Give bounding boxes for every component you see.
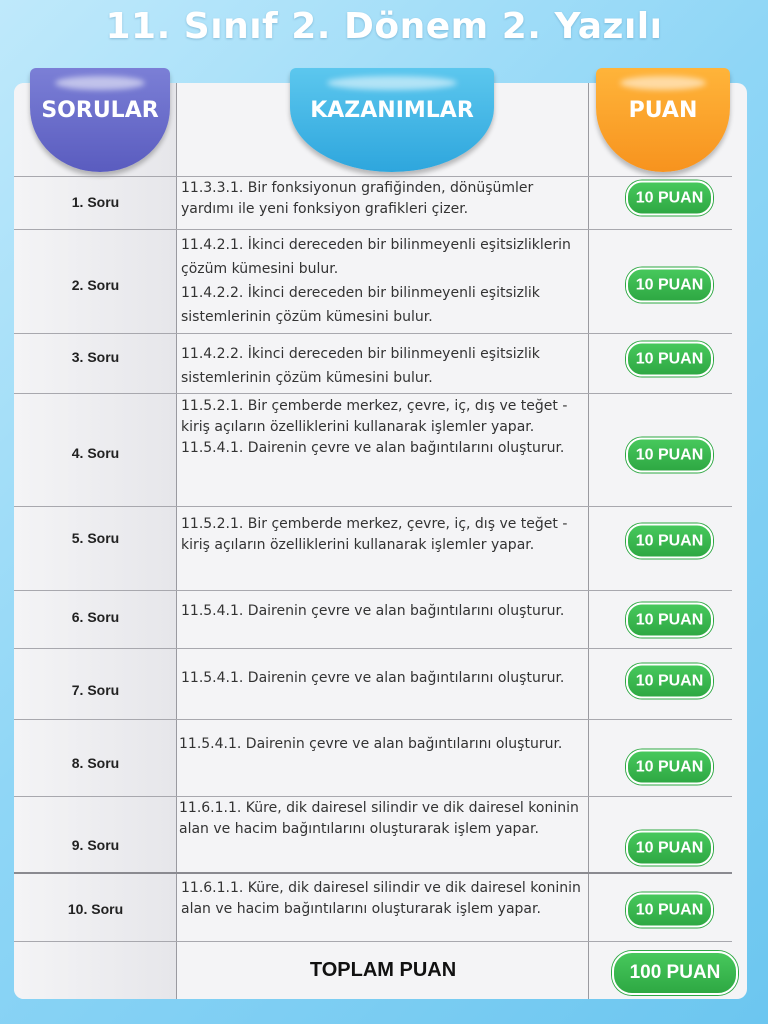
page-title: 11. Sınıf 2. Dönem 2. Yazılı [105,6,663,47]
points-badge: 10 PUAN [626,603,713,638]
row-divider [14,393,732,394]
row-divider [14,229,732,230]
row-divider [14,719,732,720]
points-badge: 10 PUAN [626,831,713,866]
total-label: TOPLAM PUAN [309,959,457,981]
question-label: 6. Soru [71,609,120,625]
outcome-text: 11.5.2.1. Bir çemberde merkez, çevre, iç, dış ve teğet - kiriş açıların özelliklerini kullanarak işlemler yapar. [181,516,568,553]
points-badge: 10 PUAN [626,893,713,928]
question-label: 8. Soru [71,755,120,771]
row-divider [14,590,732,591]
row-divider [14,872,732,874]
header-sorular: SORULAR [30,68,170,172]
row-divider [14,176,732,177]
question-label: 2. Soru [71,277,120,293]
row-divider [14,333,732,334]
question-label: 7. Soru [71,682,120,698]
question-label: 4. Soru [71,445,120,461]
row-divider [14,796,732,797]
question-label: 10. Soru [67,901,124,917]
total-points-badge: 100 PUAN [612,951,738,995]
row-divider [14,941,732,942]
question-label: 5. Soru [71,530,120,546]
points-badge: 10 PUAN [626,750,713,785]
header-kazanimlar: KAZANIMLAR [290,68,494,172]
points-badge: 10 PUAN [626,342,713,377]
points-badge: 10 PUAN [626,438,713,473]
question-label: 3. Soru [71,349,120,365]
outcome-text: 11.6.1.1. Küre, dik dairesel silindir ve dik dairesel koninin alan ve hacim bağıntılarını oluşturarak işlem yapar. [181,880,581,917]
outcome-text: 11.5.4.1. Dairenin çevre ve alan bağıntılarını oluşturur. [181,603,565,619]
divider-vertical-2 [588,83,589,999]
outcome-text: 11.5.4.1. Dairenin çevre ve alan bağıntılarını oluşturur. [179,736,563,752]
outcome-text: 11.5.2.1. Bir çemberde merkez, çevre, iç, dış ve teğet - kiriş açıların özelliklerini kullanarak işlemler yapar. 11.5.4.1. Dairenin çevre ve alan bağıntılarını oluşturur. [181,398,568,456]
question-label: 9. Soru [71,837,120,853]
outcome-text: 11.4.2.1. İkinci dereceden bir bilinmeyenli eşitsizliklerin çözüm kümesini bulur. 11.4.2.2. İkinci dereceden bir bilinmeyenli eşitsizlik sistemlerinin çözüm kümesini bulur. [181,237,571,325]
points-badge: 10 PUAN [626,524,713,559]
header-puan: PUAN [596,68,730,172]
points-badge: 10 PUAN [626,664,713,699]
row-divider [14,648,732,649]
outcome-text: 11.6.1.1. Küre, dik dairesel silindir ve dik dairesel koninin alan ve hacim bağıntılarını oluşturarak işlem yapar. [179,800,579,837]
question-label: 1. Soru [71,194,120,210]
outcome-text: 11.3.3.1. Bir fonksiyonun grafiğinden, dönüşümler yardımı ile yeni fonksiyon grafikleri çizer. [181,180,534,217]
outcome-text: 11.5.4.1. Dairenin çevre ve alan bağıntılarını oluşturur. [181,670,565,686]
row-divider [14,506,732,507]
points-badge: 10 PUAN [626,268,713,303]
points-badge: 10 PUAN [626,181,713,216]
outcome-text: 11.4.2.2. İkinci dereceden bir bilinmeyenli eşitsizlik sistemlerinin çözüm kümesini bulur. [181,346,540,386]
